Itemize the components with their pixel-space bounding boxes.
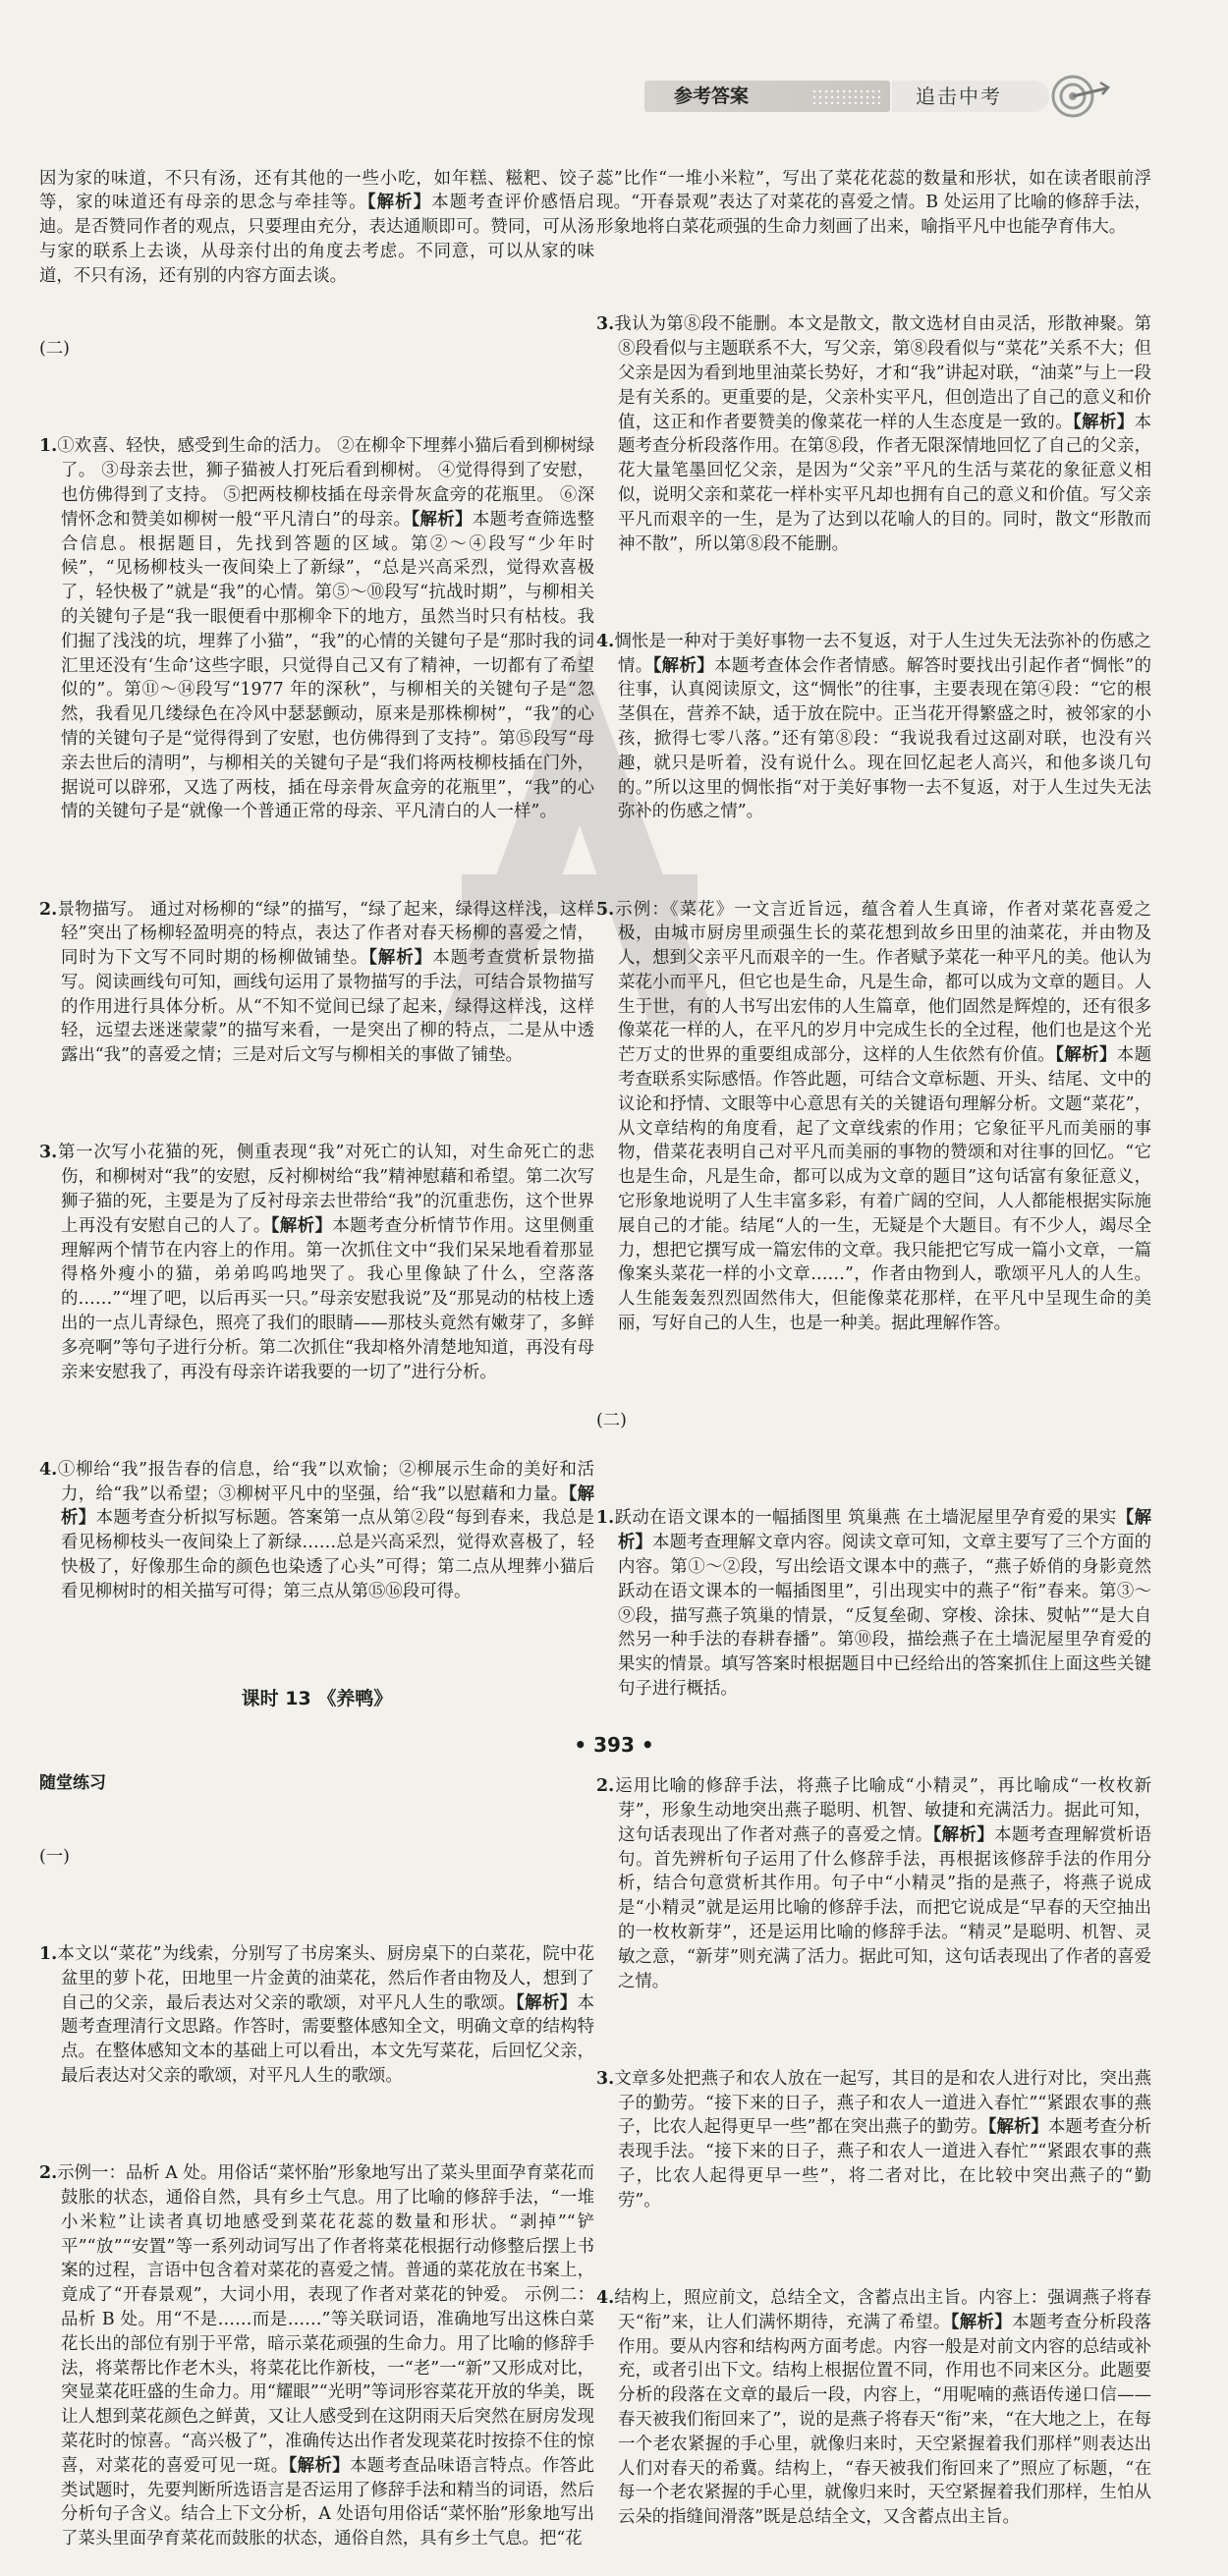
answer-item [39, 898, 594, 1069]
analysis-tag: 【解析】 [270, 1215, 333, 1236]
item-number: 2. [596, 1776, 615, 1797]
item-number: 4. [596, 2287, 615, 2308]
analysis-tag: 【解析】 [987, 2117, 1049, 2138]
analysis-tag: 【解析】 [516, 1992, 578, 2013]
right-lead: 蕊”比作“一堆小米粒”，写出了菜花花蕊的数量和形状，如在读者眼前浮现。“开春景观”表达了对菜花的喜爱之情。B 处运用了比喻的修辞手法，形象地将白菜花顽强的生命力刻画了出来，喻指平凡中也能孕育伟大。 [596, 168, 1151, 238]
item-text: 结构上，照应前文，总结全文，含蓄点出主旨。内容上：强调燕子将春天“衔”来，让人们满怀期待，充满了希望。 [614, 2287, 1151, 2332]
item-text: 文章多处把燕子和农人放在一起写，其目的是和农人进行对比，突出燕子的勤劳。“接下来的日子，燕子和农人一道进入春忙”“紧跟农事的燕子，比农人起得更早一些”都在突出燕子的勤劳。 [614, 2068, 1151, 2138]
item-analysis: 本题考查分析段落作用。在第⑧段，作者无限深情地回忆了自己的父亲，花大量笔墨回忆父亲，是因为“父亲”平凡的生活与菜花的象征意义相似，说明父亲和菜花一样朴实平凡却也拥有自己的意义和价值。写父亲平凡而艰辛的一生，是为了达到以花喻人的目的。同时，散文“形散而神不散”，所以第⑧段不能删。 [618, 412, 1151, 554]
item-analysis: 本题考查品味语言特点。作答此类试题时，先要判断所选语言是否运用了修辞手法和精当的词语，然后分析句子含义。结合上下文分析，A 处语句用俗话“菜怀胎”形象地写出了菜头里面孕育菜花而鼓胀的状态，通俗自然，具有乡土气息。把“花 [61, 2455, 594, 2549]
page-number: • 393 • [574, 1733, 654, 1757]
practice-label: 随堂练习 [39, 1773, 106, 1794]
answer-item [39, 2161, 594, 2551]
item-text: 我认为第⑧段不能删。本文是散文，散文选材自由灵活，形散神聚。第⑧段看似与主题联系不大，写父亲，第⑧段看似与“菜花”关系不大；但父亲是因为看到地里油菜长势好，才和“我”讲起对联，“油菜”与上一段是有关系的。更重要的是，父亲朴实平凡，但创造出了自己的意义和价值，这正和作者要赞美的像菜花一样的人生态度是一致的。 [614, 314, 1151, 432]
item-number: 1. [39, 436, 58, 457]
item-number: 4. [596, 631, 615, 651]
left-column [39, 118, 594, 2576]
right-column [596, 118, 1151, 2554]
item-analysis: 本题考查分析情节作用。这里侧重理解两个情节在内容上的作用。第一次抓住文中“我们呆呆地看着那显得格外瘦小的猫，弟弟呜呜地哭了。我心里像缺了什么，空落落的……”“埋了吧，以后再买一只。”母亲安慰我说”及“那晃动的枯枝上透出的一点儿青绿色，照亮了我们的眼睛——那枝头竟然有嫩芽了，多鲜多亮啊”等句子进行分析。第二次抓住“我却格外清楚地知道，再没有母亲来安慰我了，再没有母亲许诺我要的一切了”进行分析。 [61, 1215, 594, 1382]
item-text: 运用比喻的修辞手法，将燕子比喻成“小精灵”，再比喻成“一枚枚新芽”，形象生动地突出燕子聪明、机智、敏捷和充满活力。据此可知，这句话表现出了作者对燕子的喜爱之情。 [614, 1776, 1151, 1845]
analysis-tag: 【解析】 [932, 1824, 995, 1845]
answer-label-text: 参考答案 [674, 85, 750, 107]
item-analysis: 本题考查分析段落作用。要从内容和结构两方面考虑。内容一般是对前文内容的总结或补充，或者引出下文。结构上根据位置不同，作用也不同来区分。此题要分析的段落在文章的最后一段，内容上，“用呢喃的燕语传递口信——春天被我们衔回来了”，说的是燕子将春天“衔”来，“在大地之上，在每一个老农紧握的手心里，就像归来时，天空紧握着我们那样”则表达出人们对春天的希冀。结构上，“春天被我们衔回来了”照应了标题，“在每一个老农紧握的手心里，就像归来时，天空紧握着我们那样，生怕从云朵的指缝间滑落”既是总结全文，又含蓄点出主旨。 [618, 2312, 1151, 2528]
answer-item [39, 1141, 594, 1384]
item-text: 本文以“菜花”为线索，分别写了书房案头、厨房桌下的白菜花，院中花盆里的萝卜花，田地里一片金黄的油菜花，然后作者由物及人，想到了自己的父亲，最后表达对父亲的歌颂，对平凡人生的歌颂。 [57, 1943, 594, 2013]
item-text: ①欢喜、轻快，感受到生命的活力。 ②在柳伞下埋葬小猫后看到柳树绿了。 ③母亲去世，狮子猫被人打死后看到柳树。 ④觉得得到了安慰，也仿佛得到了支持。 ⑤把两枝柳枝插在母亲骨灰盒旁的花瓶里。 ⑥深情怀念和赞美如柳树一般“平凡清白”的母亲。 [57, 436, 594, 530]
left-intro [39, 167, 594, 289]
item-analysis: 本题考查分析表现手法。“接下来的日子，燕子和农人一道进入春忙”“紧跟农事的燕子，比农人起得更早一些”，将二者对比，在比较中突出燕子的“勤劳”。 [618, 2117, 1151, 2211]
analysis-tag: 【解析】 [618, 1508, 1151, 1553]
part-marker: (二) [596, 1411, 627, 1431]
item-text: 跃动在语文课本的一幅插图里 筑巢燕 在土墙泥屋里孕育爱的果实 [614, 1508, 1117, 1529]
left-intro-rest: 本题考查评价感悟启迪。是否赞同作者的观点，只要理由充分，表达通顺即可。赞同，可从汤与家的联系上去谈，从母亲付出的角度去考虑。不同意，可以从家的味道，不只有汤，还有别的内容方面去谈。 [39, 193, 594, 286]
answer-item [596, 1506, 1151, 1701]
item-number: 1. [596, 1508, 615, 1529]
analysis-tag: 【解析】 [950, 2312, 1013, 2332]
header-dot-pattern [811, 88, 880, 104]
item-analysis: 本题考查理解文章内容。阅读文章可知，文章主要写了三个方面的内容。第①～②段，写出绘语文课本中的燕子，“燕子娇俏的身影竟然跃动在语文课本的一幅插图里”，引出现实中的燕子“衔”春来。第③～⑨段，描写燕子筑巢的情景，“反复垒砌、穿梭、涂抹、熨帖”“是大自然另一种手法的春耕春播”。第⑩段，描绘燕子在土墙泥屋里孕育爱的果实的情景。填写答案时根据题目中已经给出的答案抓住上面这些关键句子进行概括。 [618, 1533, 1151, 1699]
item-number: 2. [39, 2163, 58, 2184]
answer-item [596, 898, 1151, 1336]
analysis-tag: 【解析】 [1055, 1045, 1117, 1066]
item-number: 4. [39, 1459, 58, 1480]
answer-item [596, 2067, 1151, 2213]
left-intro-text: 因为家的味道，不只有汤，还有其他的一些小吃，如年糕、糍粑、饺子等，家的味道还有母亲的思念与牵挂等。 [39, 168, 594, 213]
answer-item [39, 434, 594, 824]
answer-item [39, 1942, 594, 2089]
item-text: 示例：《菜花》一文言近旨远，蕴含着人生真谛，作者对菜花喜爱之极，由城市厨房里顽强生长的菜花想到故乡田里的油菜花，并由物及人，想到父亲平凡而艰辛的一生。作者赋予菜花一种平凡的美。他认为菜花小而平凡，但它也是生命，凡是生命，都可以成为文章的题目。人生于世，有的人书写出宏伟的人生篇章，他们固然是辉煌的，还有很多像菜花一样的人，在平凡的岁月中完成生长的全过程，他们也是这个光芒万丈的世界的重要组成部分，这样的人生依然有价值。 [614, 899, 1151, 1066]
analysis-tag: 【解析】 [366, 193, 432, 213]
header-series-label: 追击中考 [892, 81, 1049, 112]
analysis-tag: 【解析】 [61, 1484, 594, 1529]
item-number: 1. [39, 1943, 58, 1964]
answer-item [596, 630, 1151, 824]
item-analysis: 本题考查体会作者情感。解答时要找出引起作者“惆怅”的往事，认真阅读原文，这“惆怅”的往事，主要表现在第④段：“它的根茎俱在，营养不缺，适于放在院中。正当花开得繁盛之时，被邻家的小孩，掀得七零八落。”还有第⑧段：“我说我看过这副对联，也没有兴趣，就只是听着，没有说什么。现在回忆起老人高兴，和他多谈几句的。”所以这里的惆怅指“对于美好事物一去不复返，对于人生过失无法弥补的伤感之情”。 [618, 655, 1151, 822]
item-text: 惆怅是一种对于美好事物一去不复返，对于人生过失无法弥补的伤感之情。 [614, 631, 1151, 676]
lesson-heading: 课时 13 《养鸭》 [241, 1688, 393, 1709]
item-analysis: 本题考查分析拟写标题。答案第一点从第②段“每到春来，我总是看见杨柳枝头一夜间染上了新绿……总是兴高采烈，觉得欢喜极了，轻快极了，好像那生命的颜色也染透了心头”可得；第二点从埋葬小猫后看见柳树时的相关描写可得；第三点从第⑮⑯段可得。 [61, 1508, 594, 1601]
answer-item [596, 312, 1151, 556]
part-marker: (一) [39, 1846, 70, 1867]
item-analysis: 本题考查筛选整合信息。根据题目，先找到答题的区域。第②～④段写“少年时候”，“见杨柳枝头一夜间染上了新绿”，“总是兴高采烈，觉得欢喜极了，轻快极了”就是“我”的心情。第⑤～⑩段写“抗战时期”，与柳相关的关键句子是“我一眼便看中那柳伞下的地方，虽然当时只有枯枝。我们掘了浅浅的坑，埋葬了小猫”，“我”的心情的关键句子是“那时我的词汇里还没有‘生命’这些字眼，只觉得自己又有了精神，一切都有了希望似的”。第⑪～⑭段写“1977 年的深秋”，与柳相关的关键句子是“忽然，我看见几缕绿色在冷风中瑟瑟颤动，原来是那株柳树”，“我”的心情的关键句子是“觉得得到了安慰，也仿佛得到了支持”。第⑮段写“母亲去世后的清明”，与柳相关的关键句子是“我们将两枝柳枝插在门外，据说可以辟邪，又选了两枝，插在母亲骨灰盒旁的花瓶里”，“我”的心情的关键句子是“就像一个普通正常的母亲、平凡清白的人一样”。 [61, 509, 594, 822]
item-analysis: 本题考查赏析景物描写。阅读画线句可知，画线句运用了景物描写的手法，可结合景物描写的作用进行具体分析。从“不知不觉间已绿了起来，绿得这样浅，这样轻，远望去迷迷蒙蒙”的描写来看，一是突出了柳的特点，二是从中透露出“我”的喜爱之情；三是对后文写与柳相关的事做了铺垫。 [61, 948, 594, 1066]
header-answer-label [644, 81, 890, 112]
part-marker: (二) [39, 339, 70, 360]
item-number: 2. [39, 899, 58, 920]
analysis-tag: 【解析】 [368, 948, 433, 969]
item-number: 3. [39, 1143, 58, 1163]
answer-item [596, 1774, 1151, 1993]
item-analysis: 本题考查联系实际感悟。作答此题，可结合文章标题、开头、结尾、文中的议论和抒情、文眼等中心意思有关的关键语句理解分析。文题“菜花”，从文章结构的角度看，起了文章线索的作用；它象征平凡而美丽的事物，借菜花表明自己对平凡而美丽的事物的赞颂和对往事的回忆。“它也是生命，凡是生命，都可以成为文章的题目”这句话富有象征意义，它形象地说明了人生丰富多彩，有着广阔的空间，人人都能根据实际施展自己的才能。结尾“人的一生，无疑是个大题目。有不少人，竭尽全力，想把它撰写成一篇宏伟的文章。我只能把它写成一篇小文章，一篇像案头菜花一样的小文章……”，作者由物到人，歌颂平凡人的人生。人生能轰轰烈烈固然伟大，但能像菜花那样，在平凡中呈现生命的美丽，写好自己的人生，也是一种美。据此理解作答。 [618, 1045, 1151, 1334]
item-analysis: 本题考查理解赏析语句。首先辨析句子运用了什么修辞手法，再根据该修辞手法的作用分析，结合句意赏析其作用。句子中“小精灵”指的是燕子，将燕子说成是“小精灵”就是运用比喻的修辞手法，而把它说成是“早春的天空抽出的一枚枚新芽”，还是运用比喻的修辞手法。“精灵”是聪明、机智、灵敏之意，“新芽”则充满了活力。据此可知，这句话表现出了作者的喜爱之情。 [618, 1824, 1151, 1991]
item-text: 示例一：品析 A 处。用俗话“菜怀胎”形象地写出了菜头里面孕育菜花而鼓胀的状态，通俗自然，具有乡土气息。用了比喻的修辞手法，“一堆小米粒”让读者真切地感受到菜花花蕊的数量和形状。“剥掉”“铲平”“放”“安置”等一系列动词写出了作者将菜花根据行动修整后摆上书案的过程，言语中包含着对菜花的喜爱之情。普通的菜花放在书案上，竟成了“开春景观”，大词小用，表现了作者对菜花的钟爱。 示例二：品析 B 处。用“不是……而是……”等关联词语，准确地写出这株白菜花长出的部位有别于平常，暗示菜花顽强的生命力。用了比喻的修辞手法，将菜帮比作老木头，将菜花比作新枝，一“老”一“新”又形成对比，突显菜花旺盛的生命力。用“耀眼”“光明”等词形容菜花开放的华美，既让人想到菜花颜色之鲜黄，又让人感受到在这阴雨天后突然在厨房发现菜花时的惊喜。“高兴极了”，准确传达出作者发现菜花时按捺不住的惊喜，对菜花的喜爱可见一斑。 [57, 2163, 594, 2476]
answer-item [596, 2286, 1151, 2530]
target-arrow-icon [1049, 71, 1110, 122]
analysis-tag: 【解析】 [288, 2455, 351, 2476]
item-number: 5. [596, 899, 615, 920]
analysis-tag: 【解析】 [1073, 412, 1135, 432]
item-text: 第一次写小花猫的死，侧重表现“我”对死亡的认知，对生命死亡的悲伤，和柳树对“我”的安慰，反衬柳树给“我”精神慰藉和希望。第二次写狮子猫的死，主要是为了反衬母亲去世带给“我”的沉重悲伤，这个世界上再没有安慰自己的人了。 [57, 1143, 594, 1236]
item-text: 景物描写。 通过对杨柳的“绿”的描写，“绿了起来，绿得这样浅，这样轻”突出了杨柳轻盈明亮的特点，表达了作者对春天杨柳的喜爱之情，同时为下文写不同时期的杨柳做铺垫。 [57, 899, 594, 969]
analysis-tag: 【解析】 [411, 509, 473, 530]
analysis-tag: 【解析】 [652, 655, 715, 676]
item-analysis: 本题考查理清行文思路。作答时，需要整体感知全文，明确文章的结构特点。在整体感知文本的基础上可以看出，本文先写菜花，后回忆父亲，最后表达对父亲的歌颂，对平凡人生的歌颂。 [61, 1992, 594, 2086]
item-number: 3. [596, 2068, 615, 2089]
item-number: 3. [596, 314, 615, 335]
item-text: ①柳给“我”报告春的信息，给“我”以欢愉；②柳展示生命的美好和活力，给“我”以希望；③柳树平凡中的坚强，给“我”以慰藉和力量。 [57, 1459, 594, 1504]
answer-item [39, 1458, 594, 1604]
